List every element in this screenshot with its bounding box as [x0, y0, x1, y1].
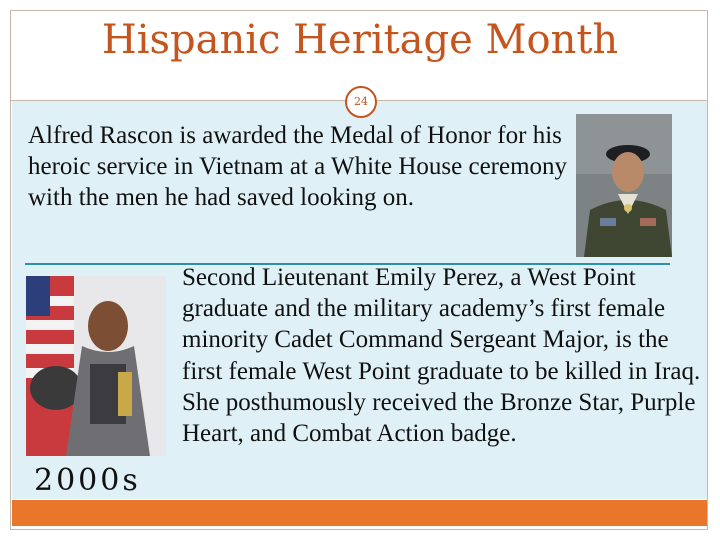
perez-paragraph: Second Lieutenant Emily Perez, a West Point graduate and the military academy’s first female minority Cadet Command Sergeant Major, is the first female West Point graduate to be killed in Iraq. She posthumously received the Bronze Star, Purple Heart, and Combat Action badge.	[182, 264, 701, 448]
slide-title: Hispanic Heritage Month	[101, 17, 619, 63]
footer-bar	[12, 500, 707, 526]
page-number-badge: 24	[345, 86, 377, 118]
perez-photo	[26, 276, 166, 456]
rascon-paragraph: Alfred Rascon is awarded the Medal of Honor for his heroic service in Vietnam at a White House ceremony with the men he had saved looking on.	[28, 122, 568, 211]
decade-label: 2000s	[34, 463, 141, 498]
rascon-photo	[576, 114, 672, 257]
